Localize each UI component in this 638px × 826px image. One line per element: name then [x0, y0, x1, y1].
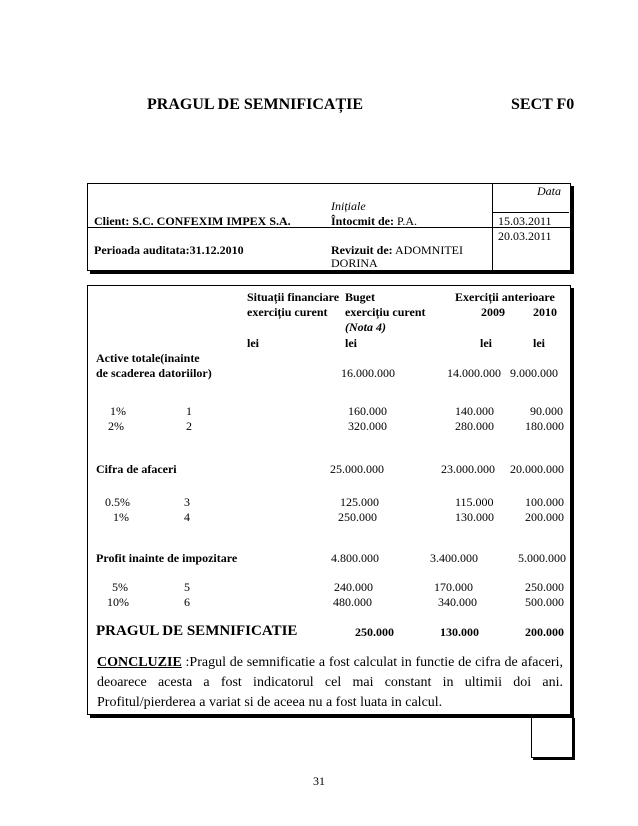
cifra-2010: 20.000.000 — [510, 462, 564, 476]
profit-2010-2: 500.000 — [525, 595, 564, 609]
revizuit-value: ADOMNITEI — [395, 243, 463, 257]
active-pct-2: 2% — [108, 419, 124, 433]
active-2009: 14.000.000 — [447, 366, 501, 380]
intocmit-label: Întocmit de: — [331, 214, 394, 228]
profit-2009: 3.400.000 — [430, 551, 478, 565]
cifra-2009: 23.000.000 — [441, 462, 495, 476]
col-exercitii-header: Exerciții anterioare — [455, 290, 555, 304]
concluzie-paragraph — [97, 653, 563, 713]
profit-2009-1: 170.000 — [434, 580, 473, 594]
col-buget-sub: exercițiu curent — [345, 305, 426, 319]
active-pct-1: 1% — [110, 404, 126, 418]
cifra-buget-2: 250.000 — [338, 510, 377, 524]
active-2009-1: 140.000 — [455, 404, 494, 418]
data-label: Data — [537, 184, 561, 198]
cifra-idx-1: 3 — [184, 495, 190, 509]
col-buget-note: (Nota 4) — [345, 320, 386, 334]
calculation-box — [87, 285, 571, 715]
date-divider — [492, 212, 569, 213]
col-year-2010: 2010 — [533, 305, 557, 319]
profit-buget-1: 240.000 — [334, 580, 373, 594]
col-situatii-unit: lei — [247, 336, 259, 350]
cifra-2010-1: 100.000 — [525, 495, 564, 509]
section-code: SECT F0 — [511, 96, 575, 113]
page-number: 31 — [313, 774, 325, 788]
cifra-label: Cifra de afaceri — [96, 462, 177, 476]
intocmit-field — [331, 214, 417, 229]
cifra-pct-2: 1% — [113, 510, 129, 524]
profit-2009-2: 340.000 — [438, 595, 477, 609]
active-buget: 16.000.000 — [341, 366, 395, 380]
active-label: Active totale(inainte — [96, 351, 200, 365]
active-idx-1: 1 — [186, 404, 192, 418]
intocmit-value: P.A. — [397, 214, 418, 228]
revizuit-label: Revizuit de: — [331, 243, 393, 257]
cifra-2009-2: 130.000 — [455, 510, 494, 524]
prag-2010: 200.000 — [525, 625, 564, 639]
profit-2010: 5.000.000 — [518, 551, 566, 565]
page-title: PRAGUL DE SEMNIFICAȚIE — [147, 96, 364, 113]
col-2009-unit: lei — [480, 336, 492, 350]
col-2010-unit: lei — [533, 336, 545, 350]
col-situatii-sub: exercițiu curent — [247, 305, 328, 319]
cifra-pct-1: 0.5% — [105, 495, 130, 509]
active-label-cont: de scaderea datoriilor) — [96, 366, 212, 380]
profit-pct-2: 10% — [107, 595, 129, 609]
cifra-idx-2: 4 — [184, 510, 190, 524]
concluzie-text: :Pragul de semnificatie a fost calculat in functie de cifra de afaceri, deoarece acesta a fost indicatorul cel mai constant in ultimii doi ani. Profitul/pierderea a variat si de aceea nu a fost luata in calcul. — [97, 655, 563, 710]
active-idx-2: 2 — [186, 419, 192, 433]
col-buget-header: Buget — [345, 290, 375, 304]
profit-buget-2: 480.000 — [333, 595, 372, 609]
profit-pct-1: 5% — [112, 580, 128, 594]
cifra-buget: 25.000.000 — [330, 462, 384, 476]
cifra-2010-2: 200.000 — [525, 510, 564, 524]
revizuit-value-cont: DORINA — [331, 256, 378, 270]
active-buget-1: 160.000 — [348, 404, 387, 418]
perioada-label: Perioada auditata:31.12.2010 — [94, 243, 244, 257]
profit-2010-1: 250.000 — [525, 580, 564, 594]
cifra-buget-1: 125.000 — [340, 495, 379, 509]
active-2010-1: 90.000 — [530, 404, 563, 418]
prag-buget: 250.000 — [355, 625, 394, 639]
col-situatii-header: Situații financiare — [247, 290, 340, 304]
initiale-label: Inițiale — [331, 199, 366, 213]
profit-buget: 4.800.000 — [331, 551, 379, 565]
checkbox-square — [531, 716, 573, 758]
active-2010: 9.000.000 — [510, 366, 558, 380]
profit-label: Profit inainte de impozitare — [96, 551, 238, 565]
profit-idx-2: 6 — [184, 595, 190, 609]
date-revizuit: 20.03.2011 — [498, 229, 552, 243]
active-2009-2: 280.000 — [455, 419, 494, 433]
date-intocmit: 15.03.2011 — [498, 214, 552, 228]
client-label: Client: S.C. CONFEXIM IMPEX S.A. — [94, 214, 291, 228]
profit-idx-1: 5 — [184, 580, 190, 594]
date-column-divider — [492, 183, 493, 270]
col-year-2009: 2009 — [481, 305, 505, 319]
active-buget-2: 320.000 — [348, 419, 387, 433]
prag-label: PRAGUL DE SEMNIFICATIE — [96, 623, 298, 639]
prag-2009: 130.000 — [440, 625, 479, 639]
col-buget-unit: lei — [345, 336, 357, 350]
cifra-2009-1: 115.000 — [455, 495, 494, 509]
concluzie-label: CONCLUZIE — [97, 655, 182, 670]
active-2010-2: 180.000 — [525, 419, 564, 433]
